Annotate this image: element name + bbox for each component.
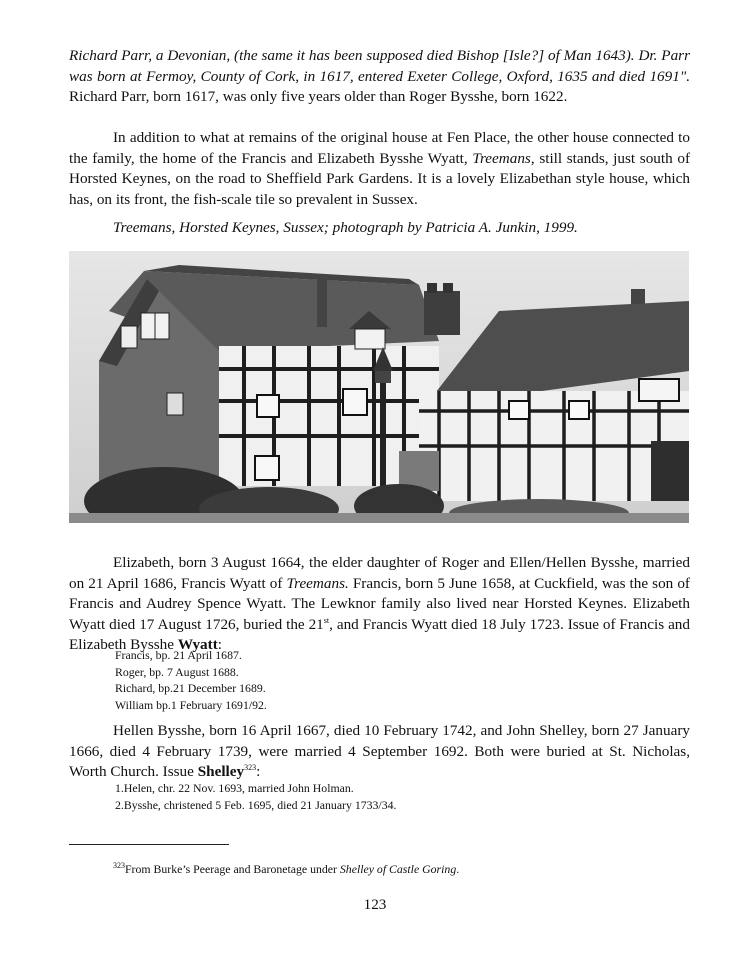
list-item: Roger, bp. 7 August 1688. xyxy=(115,664,239,679)
parr-age-note: Richard Parr, born 1617, was only five years older than Roger Bysshe, born 1622. xyxy=(69,88,568,105)
elizabeth-text-end: , and Francis Wyatt died 18 July 1723. Issue of Francis and Elizabeth Bysshe xyxy=(69,615,690,653)
footnote-title: Shelley of Castle Goring xyxy=(339,862,457,876)
elizabeth-house-name: Treemans. xyxy=(286,574,349,592)
footnote-text: From Burke’s Peerage and Baronetage under xyxy=(125,862,340,876)
paragraph-treemans xyxy=(69,128,690,210)
treemans-text-start: In addition to what at remains of the original house at Fen Place, the other house connected to the family, the home of the Francis and Elizabeth Bysshe Wyatt, xyxy=(69,129,690,167)
treemans-name: Treemans xyxy=(472,149,531,167)
footnote-number: 323 xyxy=(113,861,125,871)
wyatt-issue-list xyxy=(115,647,267,713)
list-item: 1.Helen, chr. 22 Nov. 1693, married John Holman. xyxy=(115,781,354,795)
footnote-separator xyxy=(69,844,229,845)
paragraph-hellen xyxy=(69,721,690,783)
hellen-text: Hellen Bysshe, born 16 April 1667, died 10 February 1742, and John Shelley, born 27 January 1666, died 4 February 1739, were married 4 September 1692. Both were buried at St. Nicholas, Worth Church. Issue xyxy=(69,722,690,780)
footnote-end: . xyxy=(456,862,460,876)
page-number: 123 xyxy=(363,896,387,913)
footnote xyxy=(113,861,459,877)
list-item: William bp.1 February 1691/92. xyxy=(115,697,267,712)
shelley-issue-list xyxy=(115,780,396,813)
parr-quote: Richard Parr, a Devonian, (the same it has been supposed died Bishop [Isle?] of Man 1643). Dr. Parr was born at Fermoy, County of Cork, in 1617, entered Exeter College, Oxford, 1635 and died 1691". xyxy=(69,47,690,85)
elizabeth-text-middle: Francis, born 5 June 1658, at Cuckfield, was the son of Francis and Audrey Spence Wyatt. The Lewknor family also lived near Horsted Keynes. Elizabeth Wyatt died 17 August 1726, buried the 21 xyxy=(69,574,690,633)
paragraph-elizabeth xyxy=(69,553,690,656)
list-item: Richard, bp.21 December 1689. xyxy=(115,681,266,695)
list-item: 2.Bysshe, christened 5 Feb. 1695, died 21 January 1733/34. xyxy=(115,797,397,812)
surname-wyatt: Wyatt xyxy=(177,636,218,653)
hellen-colon: : xyxy=(256,763,261,780)
list-item: Francis, bp. 21 April 1687. xyxy=(115,648,242,662)
surname-shelley: Shelley xyxy=(197,763,245,780)
house-photo-illustration xyxy=(69,251,689,523)
footnote-reference[interactable]: 323 xyxy=(244,762,257,772)
treemans-text-end: , still stands, just south of Horsted Keynes, on the road to Sheffield Park Gardens. It is a lovely Elizabethan style house, which has, on its front, the fish-scale tile so prevalent in Sussex. xyxy=(69,149,691,208)
treemans-photograph xyxy=(69,251,689,523)
paragraph-parr xyxy=(69,46,690,108)
elizabeth-colon: : xyxy=(217,636,222,653)
photo-caption: Treemans, Horsted Keynes, Sussex; photograph by Patricia A. Junkin, 1999. xyxy=(113,219,578,236)
ordinal-superscript: st xyxy=(323,615,330,625)
elizabeth-text-start: Elizabeth, born 3 August 1664, the elder daughter of Roger and Ellen/Hellen Bysshe, married on 21 April 1686, Francis Wyatt of xyxy=(69,554,690,592)
